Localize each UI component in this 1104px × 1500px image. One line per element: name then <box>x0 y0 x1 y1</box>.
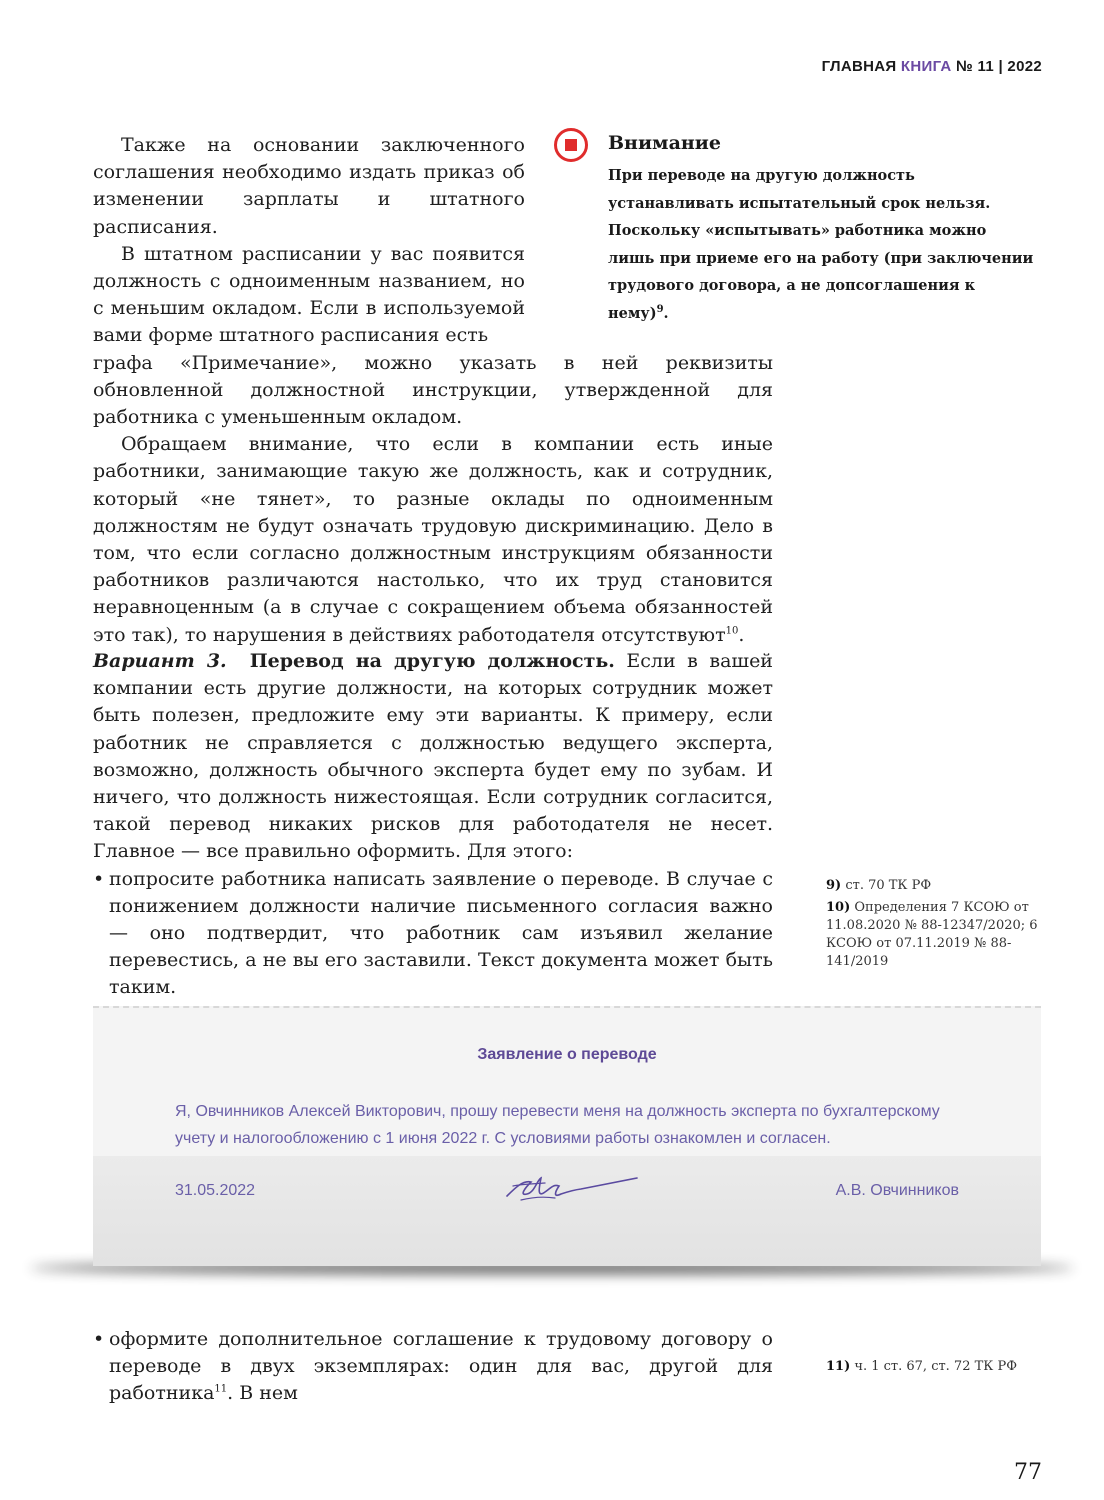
paragraph-discrimination <box>93 431 773 649</box>
footnote-ref-10: 10 <box>725 625 739 637</box>
footnotes-sidebar-2 <box>826 1358 1056 1380</box>
page-number: 77 <box>1014 1460 1042 1485</box>
paragraph-staffing-part2: графа «Примечание», можно указать в ней реквизиты обновленной должностной инструкции, утвержденной для работника с уменьшенным окладом. <box>93 351 773 429</box>
paragraph-variant-3 <box>93 648 773 866</box>
issue-number: № 11 | 2022 <box>956 58 1042 75</box>
paragraph-discrimination-text: Обращаем внимание, что если в компании есть иные работники, занимающие такую же должность, как и сотрудник, который «не тянет», то разные оклады по одноименным должностям не будут означать трудовую дискриминацию. Дело в том, что если согласно должностным инструкциям обязанности работников различаются настолько, что их труд становится неравноценным (а в случае с сокращением объема обязанностей это так), то нарушения в действиях работодателя отсутствуют <box>93 433 773 646</box>
brand-name-part2: КНИГА <box>900 58 952 75</box>
footnote-11 <box>826 1358 1056 1376</box>
running-header <box>822 58 1042 75</box>
footnote-ref-11: 11 <box>214 1384 228 1396</box>
warning-text: При переводе на другую должность устанавливать испытательный срок нельзя. Поскольку «испытывать» работника можно лишь при приеме его на работу (при заключении трудового договора, а не допсоглашения к нему) <box>608 167 1034 322</box>
footnote-num: 9) <box>826 878 842 893</box>
document-title: Заявление о переводе <box>477 1046 657 1063</box>
footnote-9 <box>826 877 1056 895</box>
warning-end: . <box>663 304 669 322</box>
variant-label: Вариант 3. <box>93 650 227 672</box>
list-item-statement <box>93 866 773 1002</box>
main-text-block-3 <box>93 1326 773 1408</box>
footnote-text: Определения 7 КСОЮ от 11.08.2020 № 88-12347/2020; 6 КСОЮ от 07.11.2019 № 88-141/2019 <box>826 900 1038 969</box>
warning-body <box>608 162 1036 327</box>
footnote-10 <box>826 899 1056 971</box>
document-date: 31.05.2022 <box>175 1182 256 1199</box>
footnote-num: 10) <box>826 900 851 915</box>
list-item-text: попросите работника написать заявление о переводе. В случае с понижением должности наличие письменного согласия важно — оно подтвердит, что работник сам изъявил желание перевестись, а не вы его заставили. Текст документа может быть таким. <box>109 867 773 999</box>
signature-icon <box>501 1166 641 1210</box>
footnote-text: ст. 70 ТК РФ <box>845 878 932 893</box>
paragraph-staffing-part1: В штатном расписании у вас появится должность с одноименным названием, но с меньшим окладом. Если в используемой вами форме штатного расписания есть <box>93 242 525 347</box>
stop-icon <box>554 128 588 162</box>
main-text-block-2 <box>93 648 773 1002</box>
warning-title: Внимание <box>608 132 721 154</box>
list-item-text: оформите дополнительное соглашение к трудовому договору о переводе в двух экземплярах: один для вас, другой для работника <box>109 1328 773 1405</box>
footnotes-sidebar-1 <box>826 877 1056 975</box>
sample-document <box>93 1006 1041 1266</box>
document-body: Я, Овчинников Алексей Викторович, прошу перевести меня на должность эксперта по бухгалтерскому учету и налогообложению с 1 июня 2022 г. С условиями работы ознакомлен и согласен. <box>175 1103 940 1147</box>
document-signer: А.В. Овчинников <box>835 1182 959 1199</box>
list-item-end: . В нем <box>227 1382 298 1405</box>
footnote-ref-9: 9 <box>656 303 664 315</box>
footnote-num: 11) <box>826 1359 851 1374</box>
brand-name-part1: ГЛАВНАЯ <box>821 58 897 75</box>
list-item-agreement <box>93 1326 773 1408</box>
paragraph-order: Также на основании заключенного соглашения необходимо издать приказ об изменении зарплаты и штатного расписания. <box>93 134 525 238</box>
bullet-icon: • <box>93 867 105 890</box>
footnote-text: ч. 1 ст. 67, ст. 72 ТК РФ <box>854 1359 1018 1374</box>
bullet-icon: • <box>93 1328 105 1350</box>
variant-text: Если в вашей компании есть другие должности, на которых сотрудник может быть полезен, предложите ему эти варианты. К примеру, если работник не справляется с должностью ведущего эксперта, возможно, должность обычного эксперта будет ему по зубам. И ничего, что должность нижестоящая. Если сотрудник согласится, такой перевод никаких рисков для работодателя не несет. Главное — все правильно оформить. Для этого: <box>93 650 773 863</box>
paragraph-end: . <box>738 623 745 646</box>
variant-heading: Перевод на другую должность. <box>249 650 615 672</box>
